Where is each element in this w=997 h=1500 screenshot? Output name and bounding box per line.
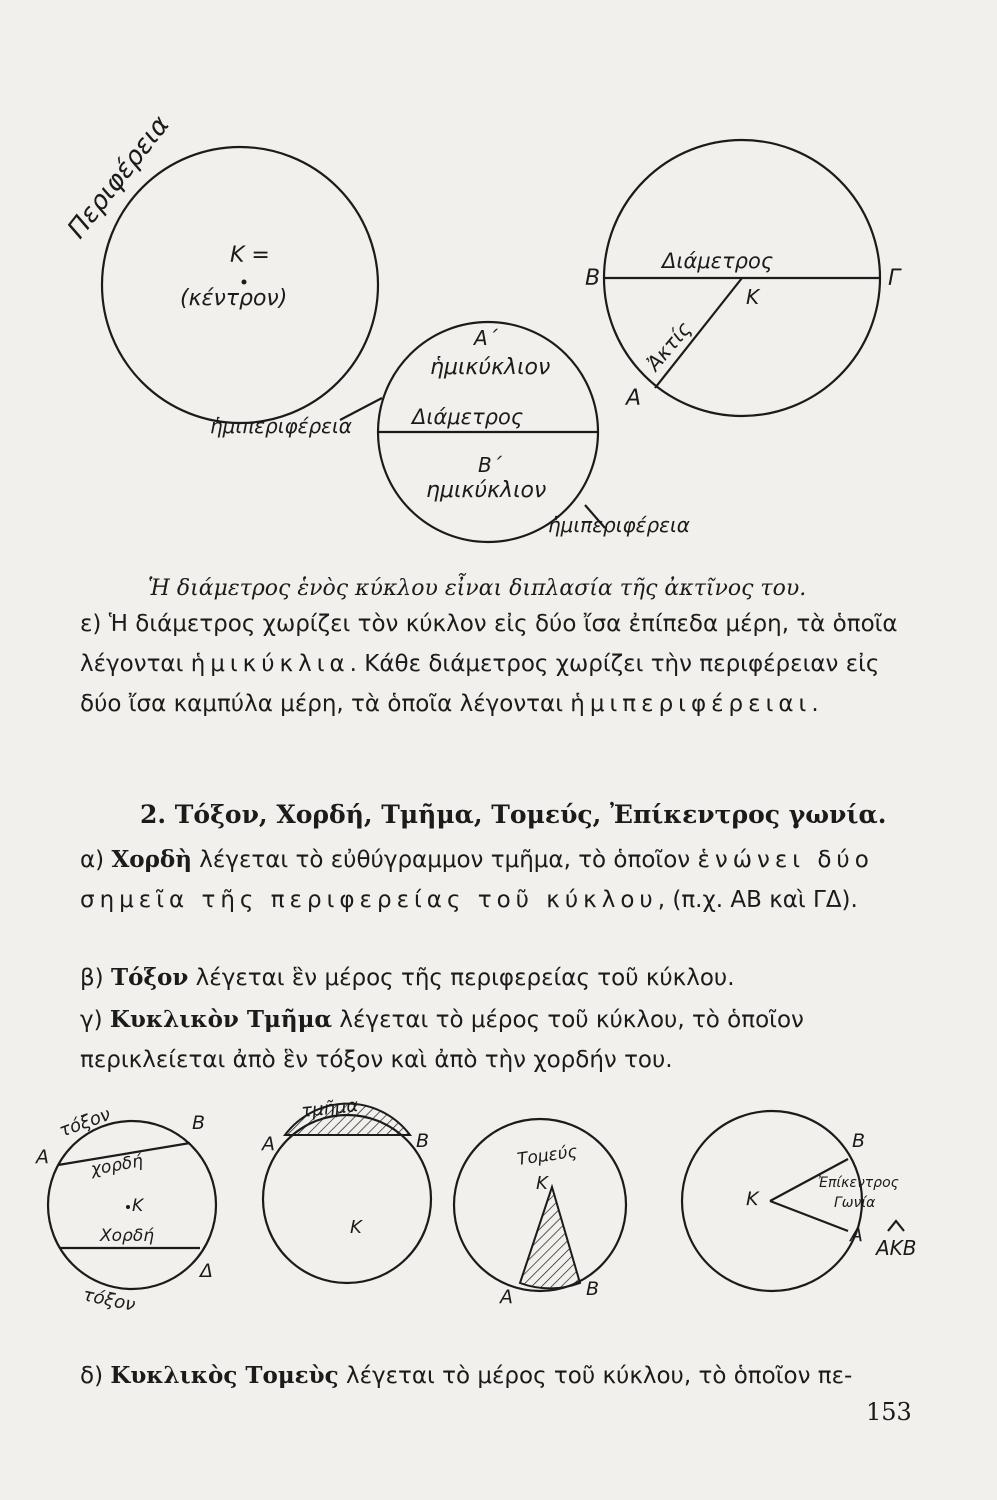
circle-figures-bottom [0, 1095, 997, 1355]
paragraph-a [80, 840, 920, 920]
label-hemiperifereia-left: ἡμιπεριφέρεια [210, 414, 352, 438]
term-chordi: Χορδὴ [111, 846, 192, 873]
label-diametros: Διάμετρος [412, 405, 524, 429]
label-a: Α [36, 1146, 49, 1168]
para-b-prefix: β) [80, 965, 111, 991]
label-d: Δ [200, 1260, 213, 1282]
label-hemikyklion-bottom: ημικύκλιον [426, 478, 547, 503]
label-gonia: Γωνία [834, 1195, 876, 1211]
paragraph-b [80, 958, 920, 998]
label-k: Κ [536, 1173, 548, 1194]
circle-segment [263, 1115, 431, 1283]
label-k-equals: Κ = [230, 243, 270, 268]
para-d-prefix: δ) [80, 1363, 111, 1389]
label-b: Β [585, 266, 601, 291]
page-number: 153 [866, 1398, 912, 1426]
label-aktis: Ἀκτίς [641, 316, 696, 376]
label-tomeus: Τομεύς [515, 1141, 579, 1170]
term-hemiperifereiai: ἡμιπεριφέρειαι [570, 691, 812, 717]
para-d-text: λέγεται τὸ μέρος τοῦ κύκλου, τὸ ὁποῖον πε- [338, 1363, 853, 1389]
label-chordi-bottom: Χορδή [100, 1226, 155, 1246]
label-a: Α [850, 1224, 863, 1246]
label-epikentros: Ἐπίκεντρος [818, 1175, 899, 1191]
para-g-prefix: γ) [80, 1007, 110, 1033]
angle-hat-mark [888, 1221, 904, 1231]
label-hemiperifereia-bottom: ἡμιπεριφέρεια [548, 513, 690, 537]
figure-sector [454, 1119, 626, 1308]
arrow-left [340, 398, 382, 420]
section-heading: 2. Τόξον, Χορδή, Τμῆμα, Τομεύς, Ἐπίκεντρος γωνία. [140, 800, 887, 829]
figure-central-angle [682, 1111, 917, 1291]
label-a-prime: Α΄ [474, 326, 498, 350]
circle-figures-top [0, 0, 997, 560]
label-k: Κ [132, 1196, 144, 1216]
label-perifereia: Περιφέρεια [61, 110, 176, 245]
label-kentron: (κέντρον) [180, 286, 288, 311]
term-kyklikos-tomeus: Κυκλικὸς Τομεὺς [110, 1362, 339, 1389]
label-b: Β [416, 1130, 430, 1152]
label-k: Κ [746, 1188, 759, 1210]
label-akb: ΑΚΒ [876, 1236, 917, 1260]
label-b: Β [192, 1112, 206, 1134]
center-dot [242, 280, 247, 285]
label-g: Γ [888, 266, 901, 291]
label-hemikyklion-top: ἡμικύκλιον [430, 355, 551, 380]
label-diametros-right: Διάμετρος [662, 249, 774, 273]
label-tmima: τμῆμα [300, 1095, 360, 1122]
figure-caption: Ἡ διάμετρος ἑνὸς κύκλου εἶναι διπλασία τῆς ἀκτῖνος του. [148, 576, 807, 601]
sector-hatched [520, 1187, 580, 1288]
para-e-text-3: . [811, 691, 819, 717]
paragraph-d [80, 1356, 920, 1396]
para-g-text: λέγεται τὸ μέρος τοῦ κύκλου, τὸ ὁποῖον περικλείεται ἀπὸ ἓν τόξον καὶ ἀπὸ τὴν χορδήν του. [80, 1007, 804, 1073]
label-b-prime: Β΄ [478, 453, 502, 477]
label-k: Κ [746, 285, 760, 309]
label-b: Β [586, 1278, 600, 1300]
term-hemikyklia: ἡμικύκλια [190, 651, 350, 677]
label-k: Κ [350, 1217, 362, 1238]
label-toxon-bottom: τόξον [80, 1284, 138, 1316]
term-toxon: Τόξον [110, 964, 189, 991]
figure-segment [260, 1095, 431, 1283]
paragraph-g [80, 1000, 920, 1080]
para-a-text-1: λέγεται τὸ εὐθύγραμμον τμῆμα, τὸ ὁποῖον [192, 847, 698, 873]
para-a-prefix: α) [80, 847, 112, 873]
label-a: Α [626, 386, 642, 411]
term-kyklikon-tmima: Κυκλικὸν Τμῆμα [109, 1006, 333, 1033]
figure-periphery [62, 110, 378, 423]
para-e-text-2: . Κάθε διάμετρος χωρίζει τὴν περιφέρειαν εἰς δύο ἴσα καμπύλα μέρη, τὰ ὁποῖα λέγονται [80, 651, 880, 717]
label-chordi-top: χορδή [89, 1151, 145, 1180]
para-e-text-1: ε) Ἡ διάμετρος χωρίζει τὸν κύκλον εἰς δύο ἴσα ἐπίπεδα μέρη, τὰ ὁποῖα λέγονται [80, 611, 898, 677]
para-a-text-2: , (π.χ. ΑΒ καὶ ΓΔ). [657, 887, 858, 913]
para-b-text: λέγεται ἓν μέρος τῆς περιφερείας τοῦ κύκλου. [188, 965, 735, 991]
label-toxon-top: τόξον [56, 1103, 114, 1142]
label-a: Α [500, 1286, 513, 1308]
figure-chord [34, 1104, 216, 1316]
label-b: Β [852, 1130, 866, 1152]
center-dot [126, 1205, 130, 1209]
label-a: Α [262, 1133, 275, 1155]
figure-hemicircles [210, 322, 690, 542]
paragraph-e [80, 604, 920, 724]
circle-periphery [102, 147, 378, 423]
para-a-spaced: ἑνώνει δύο σημεῖα τῆς περιφερείας τοῦ κύκλου [80, 847, 874, 913]
figure-diameter-radius [585, 140, 902, 416]
